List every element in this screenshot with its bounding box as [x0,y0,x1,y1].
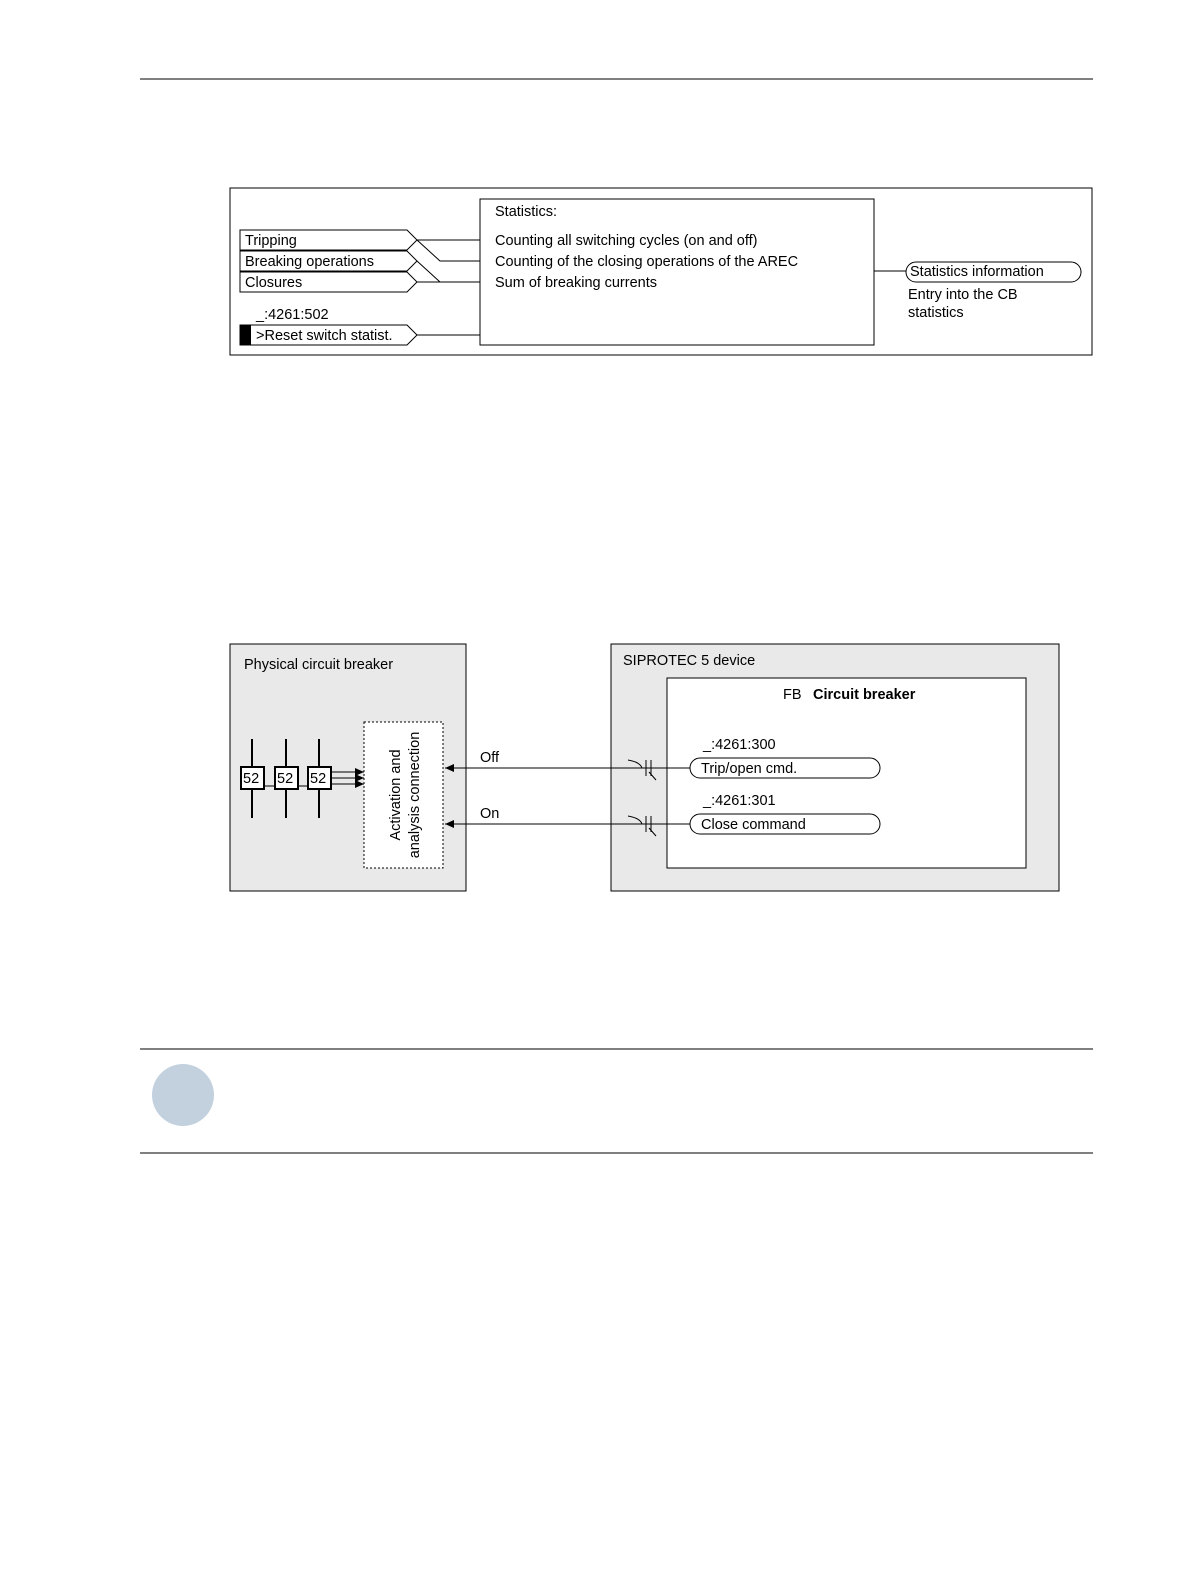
close-id: _:4261:301 [703,793,776,809]
breaker-pole-2-label: 52 [277,771,294,787]
statistics-box [480,199,874,345]
breaker-pole-3-label: 52 [310,771,327,787]
note-icon [152,1064,214,1126]
breaker-diagram [230,644,1059,891]
fb-prefix: FB [783,687,802,703]
close-command-label: Close command [701,817,806,833]
trip-open-cmd-label: Trip/open cmd. [701,761,798,777]
reset-input-marker [240,325,251,345]
function-arec-closings: Counting of the closing operations of the AREC [495,254,799,270]
breaker-pole-1-label: 52 [243,771,260,787]
statistics-box-title: Statistics: [495,204,558,220]
function-switching-cycles: Counting all switching cycles (on and off) [495,233,758,249]
input-reset-switch-statist [240,325,417,345]
input-breaking-operations [240,251,417,271]
statistics-diagram [230,188,1092,355]
fb-name: Circuit breaker [813,687,916,703]
trip-id: _:4261:300 [703,737,776,753]
input-closures [240,272,417,292]
activation-label-line1: Activation and [388,749,404,841]
on-label: On [480,806,500,822]
reset-input-label: >Reset switch statist. [256,328,393,344]
input-closures-label: Closures [245,275,303,291]
output-statistics-information-label: Statistics information [910,264,1044,280]
activation-label-line2: analysis connection [407,731,423,859]
reset-input-id: _:4261:502 [256,307,329,323]
off-label: Off [480,750,500,766]
siprotec-device-title: SIPROTEC 5 device [623,653,756,669]
output-note-line2: statistics [908,305,964,321]
physical-breaker-title: Physical circuit breaker [244,657,394,673]
input-breaking-operations-label: Breaking operations [245,254,374,270]
function-breaking-currents: Sum of breaking currents [495,275,657,291]
output-note-line1: Entry into the CB [908,287,1018,303]
input-tripping [240,230,417,250]
input-tripping-label: Tripping [245,233,297,249]
